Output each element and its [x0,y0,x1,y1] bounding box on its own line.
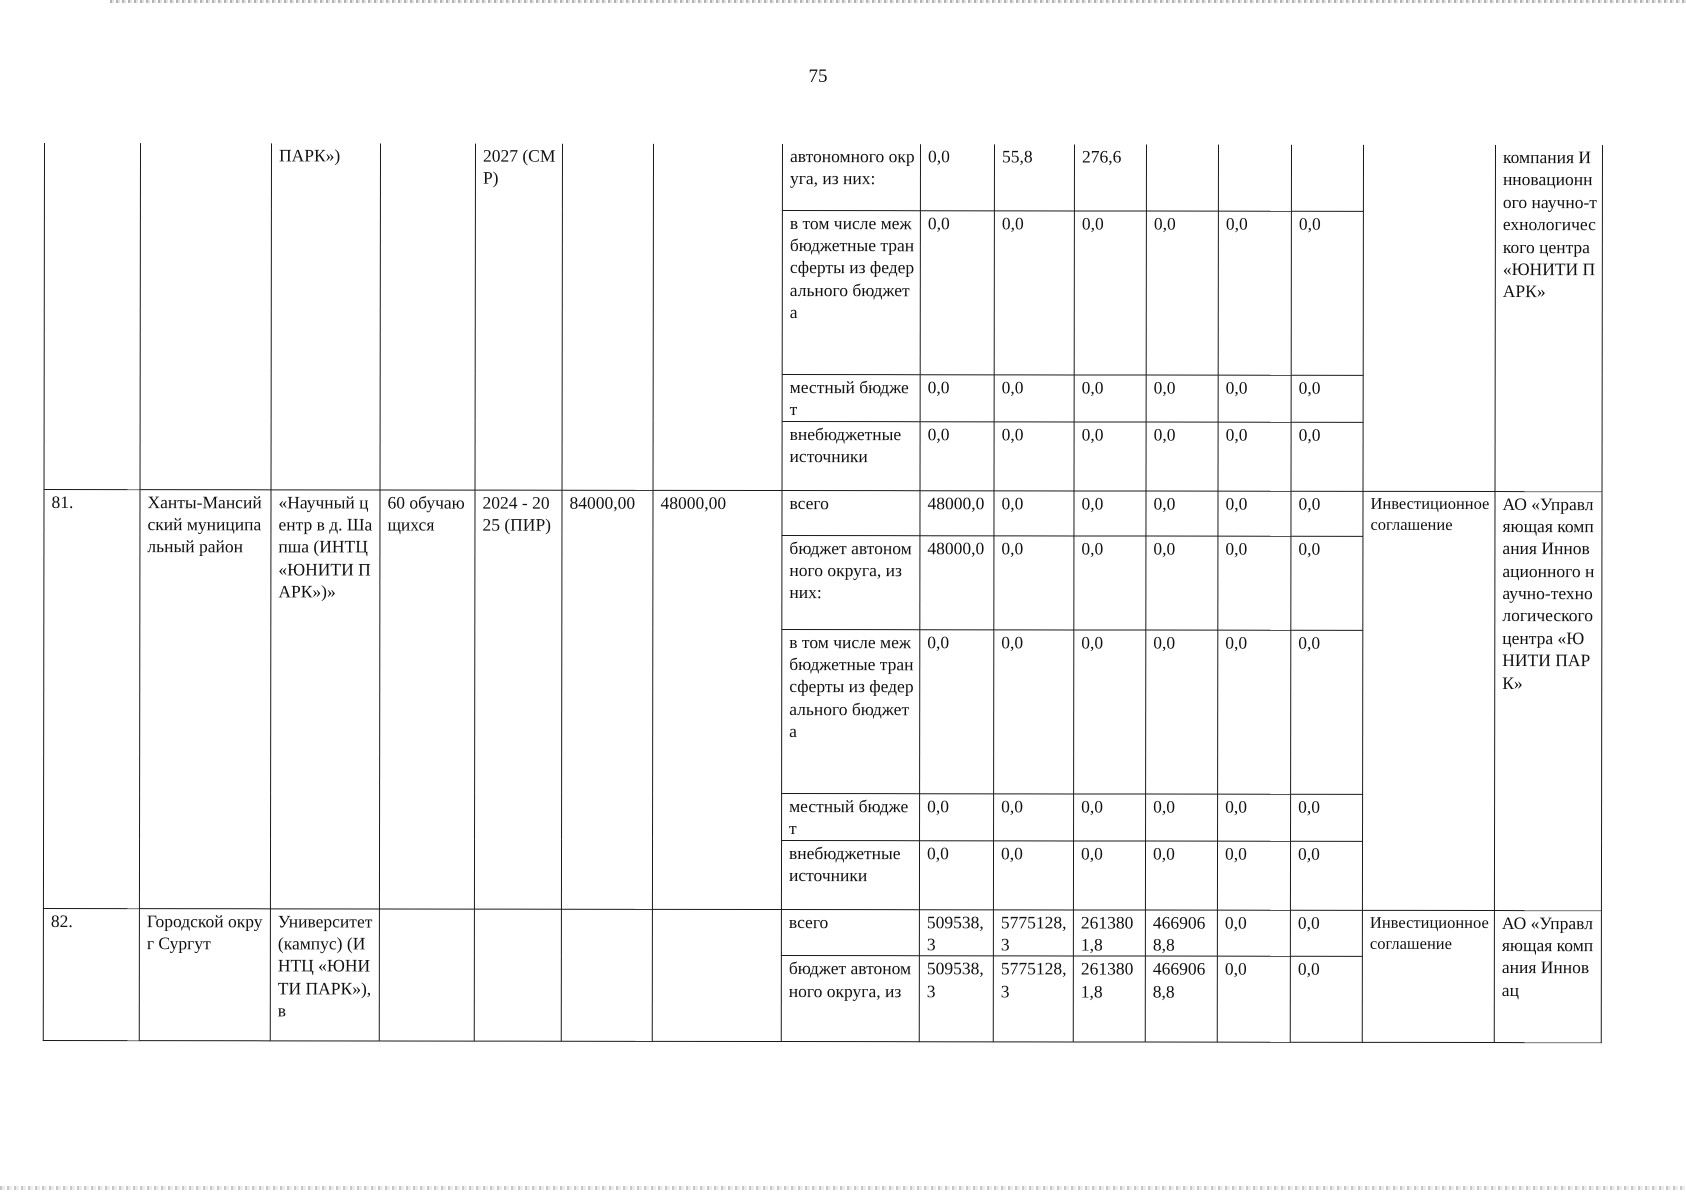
scan-edge-bottom [0,1186,1686,1190]
object-name: Университет (кампус) (ИНТЦ «ЮНИТИ ПАРК»), в [270,908,379,1041]
table-row [44,489,1602,536]
value-cell [1218,145,1291,211]
municipality: Городской округ Сургут [139,908,270,1041]
value-cell: 0,0 [994,374,1074,421]
financing-type: внебюджетные источники [781,840,919,909]
value-cell: 0,0 [1218,536,1291,630]
value-cell: 48000,0 [920,490,994,535]
value-cell: 0,0 [919,840,993,909]
value-cell: 5775128,3 [993,909,1073,956]
value-cell: 0,0 [920,374,994,421]
scan-edge-top [110,0,1686,3]
table-row [44,143,1602,211]
value-cell: 509538,3 [919,956,993,1042]
value-cell: 0,0 [1291,211,1363,375]
value-cell: 0,0 [1074,210,1146,374]
value-cell: 509538,3 [919,909,993,956]
value-cell: 5775128,3 [993,956,1073,1042]
value-cell: 55,8 [994,144,1074,210]
financing-type: всего [782,490,920,535]
value-cell [1146,145,1218,211]
value-cell: 0,0 [1074,535,1146,629]
value-cell: 0,0 [920,629,994,793]
row-number: 82. [43,908,139,1041]
value-cell: 0,0 [1218,491,1291,536]
financing-type: в том числе межбюджетные трансферты из федерального бюджета [782,210,920,374]
remaining-cost: 48000,00 [652,490,782,909]
financing-type: автономного округа, из них: [782,144,920,210]
value-cell: 0,0 [993,840,1073,909]
value-cell: 0,0 [1146,211,1218,375]
value-cell: 0,0 [1146,422,1218,491]
value-cell: 0,0 [1290,910,1362,957]
value-cell: 0,0 [994,490,1074,535]
value-cell: 0,0 [1146,794,1218,841]
value-cell: 4669068,8 [1145,910,1217,957]
value-cell: 0,0 [1290,957,1362,1043]
financing-type: бюджет автономного округа, из них: [782,535,920,629]
value-cell: 0,0 [1291,794,1363,841]
value-cell: 0,0 [994,793,1074,840]
municipality: Ханты-Мансийский муниципальный район [139,489,271,908]
row-number: 81. [43,489,140,908]
executor: АО «Управляющая компания Инновац [1494,910,1601,1043]
object-name: ПАРК») [271,143,380,489]
value-cell: 0,0 [1290,841,1362,910]
value-cell: 0,0 [1145,841,1217,910]
period: 2027 (СМР) [475,144,562,490]
period: 2024 - 2025 (ПИР) [474,490,562,909]
value-cell: 2613801,8 [1073,956,1145,1042]
capacity: 60 обучающихся [379,489,475,908]
value-cell: 0,0 [1291,630,1363,794]
value-cell: 0,0 [1074,793,1146,840]
value-cell: 0,0 [994,210,1074,374]
mechanism: Инвестиционное соглашение [1362,491,1495,910]
executor: АО «Управляющая компания Инновационного научно-технологического центра «ЮНИТИ ПАРК» [1494,491,1602,910]
value-cell: 0,0 [1073,840,1145,909]
financing-type: местный бюджет [782,793,920,840]
value-cell: 0,0 [1291,422,1363,491]
object-name: «Научный центр в д. Шапша (ИНТЦ «ЮНИТИ ПАРК»)» [270,489,380,908]
financing-type: бюджет автономного округа, из [781,956,919,1042]
value-cell: 48000,0 [920,535,994,629]
value-cell: 0,0 [1146,536,1218,630]
value-cell: 0,0 [1217,910,1290,957]
value-cell: 0,0 [920,144,994,210]
value-cell: 0,0 [994,629,1074,793]
value-cell: 0,0 [1217,956,1290,1042]
value-cell: 0,0 [1218,630,1291,794]
table-row [43,908,1601,957]
financing-type: местный бюджет [782,374,920,421]
value-cell: 0,0 [994,535,1074,629]
value-cell: 0,0 [920,421,994,490]
executor: компания Инновационного научно-технологического центра «ЮНИТИ ПАРК» [1495,145,1602,491]
financing-type: всего [781,909,919,956]
value-cell: 2613801,8 [1073,909,1145,956]
value-cell: 0,0 [1218,211,1291,375]
value-cell: 0,0 [1218,375,1291,422]
value-cell: 0,0 [1291,491,1363,536]
page-number: 75 [808,66,828,87]
value-cell: 0,0 [1074,421,1146,490]
value-cell: 0,0 [1074,374,1146,421]
financing-type: в том числе межбюджетные трансферты из федерального бюджета [782,629,920,793]
value-cell: 0,0 [1218,422,1291,491]
value-cell: 0,0 [1218,794,1291,841]
value-cell [1291,145,1363,211]
investment-objects-table [43,143,1603,1043]
value-cell: 276,6 [1074,144,1146,210]
value-cell: 0,0 [994,421,1074,490]
mechanism: Инвестиционное соглашение [1362,910,1494,1043]
value-cell: 0,0 [920,210,994,374]
value-cell: 0,0 [1074,629,1146,793]
value-cell: 0,0 [1291,536,1363,630]
estimated-cost: 84000,00 [561,490,653,909]
value-cell: 0,0 [1217,841,1290,910]
value-cell: 0,0 [1146,630,1218,794]
value-cell: 4669068,8 [1145,956,1217,1042]
value-cell: 0,0 [1146,375,1218,422]
value-cell: 0,0 [1291,375,1363,422]
value-cell: 0,0 [1146,491,1218,536]
value-cell: 0,0 [920,793,994,840]
financing-type: внебюджетные источники [782,421,920,490]
value-cell: 0,0 [1074,490,1146,535]
